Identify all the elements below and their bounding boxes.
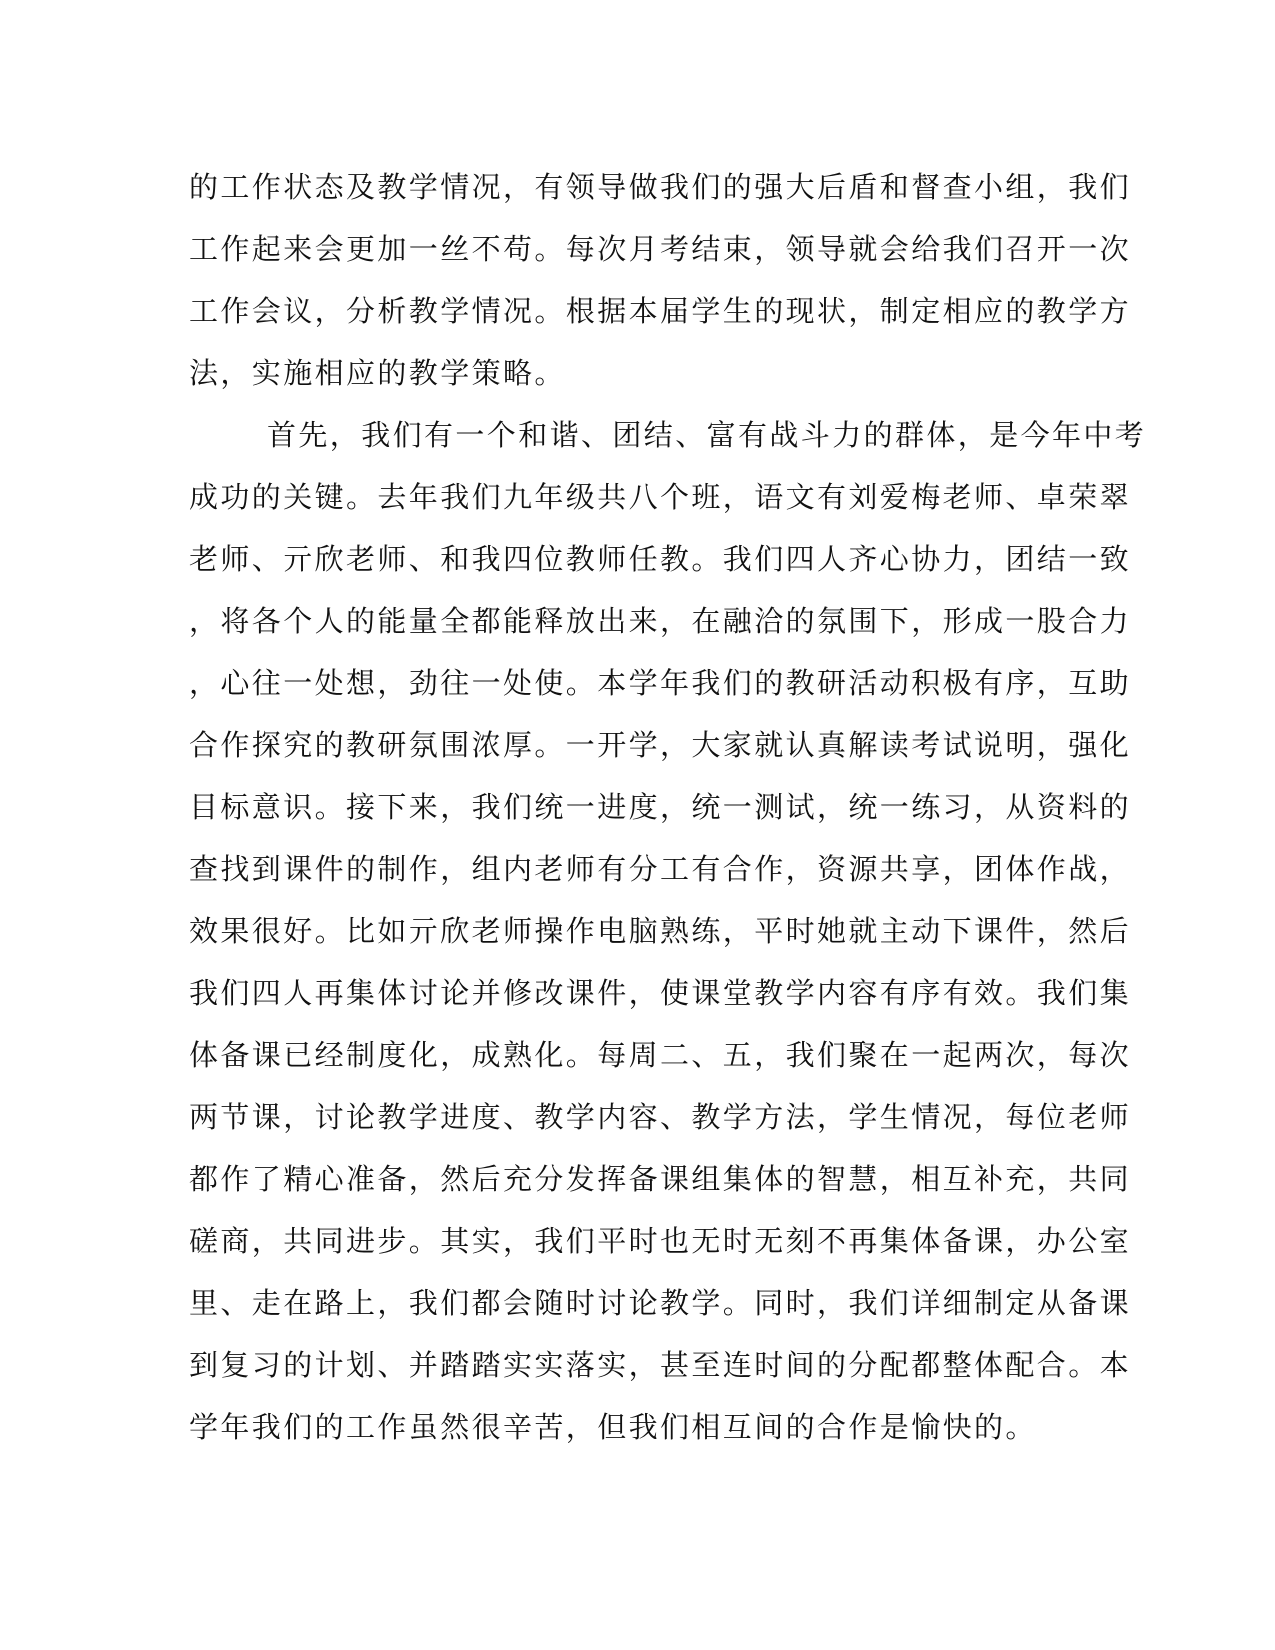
text-line: 首先，我们有一个和谐、团结、富有战斗力的群体，是今年中考 (267, 418, 1147, 452)
text-line: ，将各个人的能量全都能释放出来，在融洽的氛围下，形成一股合力 (189, 604, 1132, 638)
text-line: 法，实施相应的教学策略。 (189, 356, 566, 390)
text-line: 老师、亓欣老师、和我四位教师任教。我们四人齐心协力，团结一致 (189, 542, 1132, 576)
text-line: 我们四人再集体讨论并修改课件，使课堂教学内容有序有效。我们集 (189, 976, 1132, 1010)
text-line: 都作了精心准备，然后充分发挥备课组集体的智慧，相互补充，共同 (189, 1162, 1132, 1196)
text-line: 里、走在路上，我们都会随时讨论教学。同时，我们详细制定从备课 (189, 1286, 1132, 1320)
text-line: ，心往一处想，劲往一处使。本学年我们的教研活动积极有序，互助 (189, 666, 1132, 700)
text-line: 成功的关键。去年我们九年级共八个班，语文有刘爱梅老师、卓荣翠 (189, 480, 1132, 514)
text-line: 工作起来会更加一丝不苟。每次月考结束，领导就会给我们召开一次 (189, 232, 1132, 266)
text-line: 合作探究的教研氛围浓厚。一开学，大家就认真解读考试说明，强化 (189, 728, 1132, 762)
text-line: 效果很好。比如亓欣老师操作电脑熟练，平时她就主动下课件，然后 (189, 914, 1132, 948)
paragraph-1 (189, 156, 1132, 404)
text-line: 学年我们的工作虽然很辛苦，但我们相互间的合作是愉快的。 (189, 1410, 1037, 1444)
text-line: 两节课，讨论教学进度、教学内容、教学方法，学生情况，每位老师 (189, 1100, 1132, 1134)
text-line: 磋商，共同进步。其实，我们平时也无时无刻不再集体备课，办公室 (189, 1224, 1132, 1258)
text-line: 体备课已经制度化，成熟化。每周二、五，我们聚在一起两次，每次 (189, 1038, 1132, 1072)
text-line: 的工作状态及教学情况，有领导做我们的强大后盾和督查小组，我们 (189, 170, 1132, 204)
paragraph-2 (189, 404, 1147, 1458)
text-line: 到复习的计划、并踏踏实实落实，甚至连时间的分配都整体配合。本 (189, 1348, 1132, 1382)
text-line: 工作会议，分析教学情况。根据本届学生的现状，制定相应的教学方 (189, 294, 1132, 328)
document-body (189, 156, 1147, 1458)
text-line: 查找到课件的制作，组内老师有分工有合作，资源共享，团体作战， (189, 852, 1132, 886)
text-line: 目标意识。接下来，我们统一进度，统一测试，统一练习，从资料的 (189, 790, 1132, 824)
